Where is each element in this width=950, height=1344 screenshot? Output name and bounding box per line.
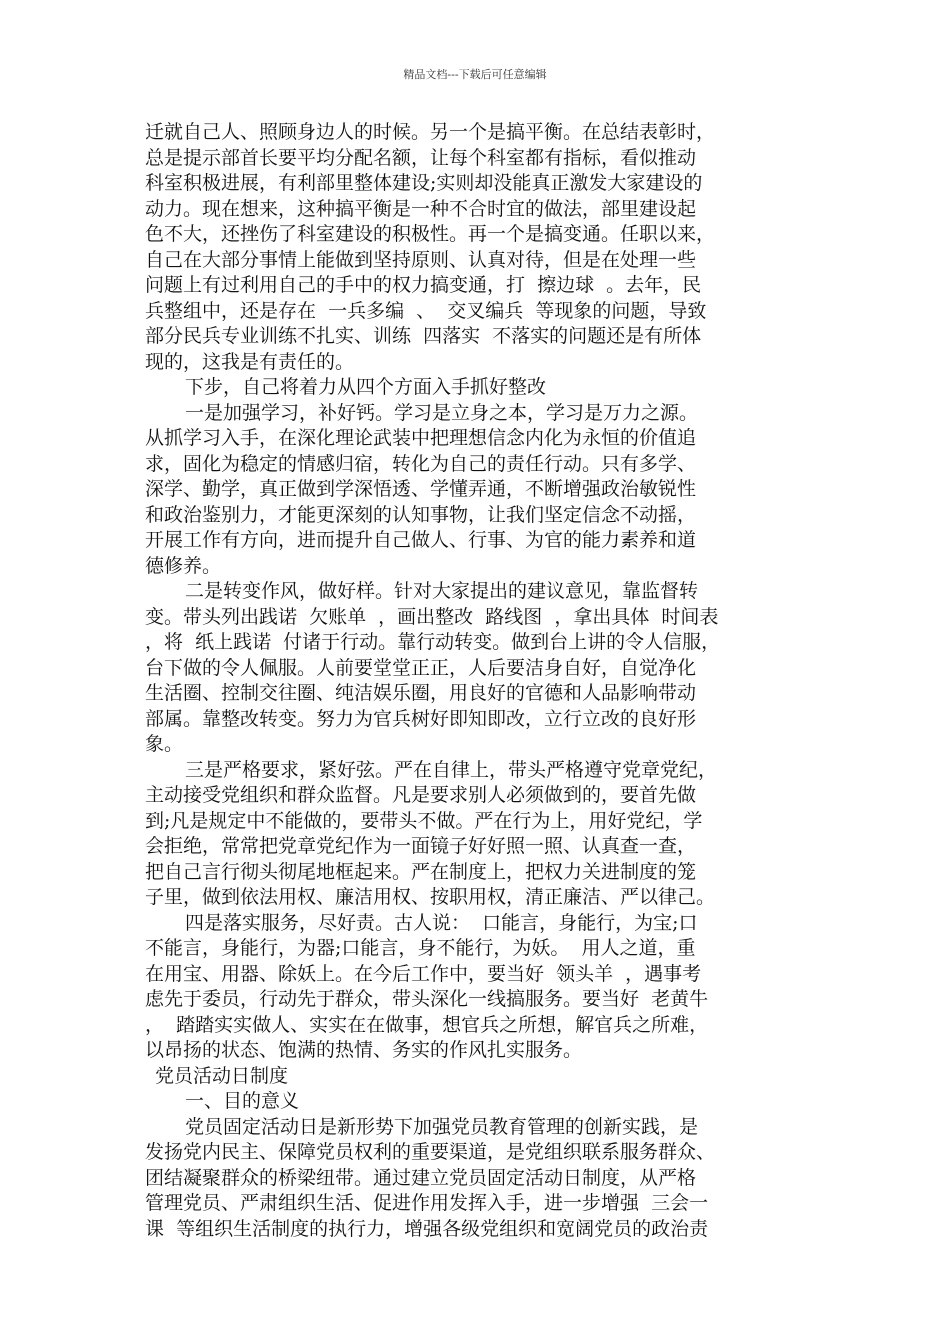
- text-line: ， 踏踏实实做人、实实在在做事，想官兵之所想，解官兵之所难，: [145, 1013, 709, 1036]
- text-line: 象。: [145, 733, 184, 755]
- text-line: 课 等组织生活制度的执行力，增强各级党组织和宽阔党员的政治责: [145, 1217, 709, 1240]
- text-line: 不能言，身能行，为器;口能言，身不能行，为妖。 用人之道，重: [145, 937, 696, 959]
- document-body: [145, 120, 805, 1242]
- text-line: 兵整组中，还是存在 一兵多编 、 交叉编兵 等现象的问题，导致: [145, 299, 707, 322]
- text-line: 二是转变作风，做好样。针对大家提出的建议意见，靠监督转: [185, 580, 699, 602]
- text-line: 主动接受党组织和群众监督。凡是要求别人必须做到的，要首先做: [145, 784, 697, 806]
- text-line: 问题上有过利用自己的手中的权力搞变通，打 擦边球 。去年，民: [145, 274, 702, 296]
- text-line: 党员固定活动日是新形势下加强党员教育管理的创新实践，是: [185, 1115, 699, 1138]
- text-line: 台下做的令人佩服。人前要堂堂正正，人后要洁身自好，自觉净化: [145, 656, 697, 679]
- text-line: 变。带头列出践诺 欠账单 ，画出整改 路线图 ，拿出具体 时间表: [145, 605, 719, 628]
- text-line: 四是落实服务，尽好责。古人说： 口能言，身能行，为宝;口: [185, 911, 698, 934]
- text-line: 总是提示部首长要平均分配名额，让每个科室都有指标，看似推动: [145, 146, 697, 169]
- text-line: 深学、勤学，真正做到学深悟透、学懂弄通，不断增强政治敏锐性: [145, 478, 697, 500]
- text-line: 从抓学习入手，在深化理论武装中把理想信念内化为永恒的价值追: [145, 427, 697, 449]
- text-line: 在用宝、用器、除妖上。在今后工作中，要当好 领头羊 ，遇事考: [145, 962, 702, 985]
- text-line: 现的，这我是有责任的。: [145, 350, 355, 373]
- text-line: 部分民兵专业训练不扎实、训练 四落实 不落实的问题还是有所体: [145, 325, 702, 347]
- text-line: 生活圈、控制交往圈、纯洁娱乐圈，用良好的官德和人品影响带动: [145, 682, 697, 704]
- text-line: 以昂扬的状态、饱满的热情、务实的作风扎实服务。: [145, 1039, 583, 1061]
- text-line: 虑先于委员，行动先于群众，带头深化一线搞服务。要当好 老黄牛: [145, 988, 709, 1010]
- text-line: 德修养。: [145, 554, 222, 577]
- text-line: 党员活动日制度: [155, 1064, 289, 1087]
- text-line: 自己在大部分事情上能做到坚持原则、认真对待，但是在处理一些: [145, 248, 697, 271]
- text-line: 发扬党内民主、保障党员权利的重要渠道，是党组织联系服务群众、: [145, 1141, 716, 1163]
- text-line: 开展工作有方向，进而提升自己做人、行事、为官的能力素养和道: [145, 529, 697, 551]
- text-line: 团结凝聚群众的桥梁纽带。通过建立党员固定活动日制度，从严格: [145, 1166, 697, 1189]
- text-line: 到;凡是规定中不能做的，要带头不做。严在行为上，用好党纪，学: [145, 809, 703, 832]
- text-line: 三是严格要求，紧好弦。严在自律上，带头严格遵守党章党纪，: [185, 758, 718, 781]
- text-line: ，将 纸上践诺 付诸于行动。靠行动转变。做到台上讲的令人信服，: [145, 631, 721, 653]
- text-line: 下步，自己将着力从四个方面入手抓好整改: [185, 376, 547, 398]
- text-line: 色不大，还挫伤了科室建设的积极性。再一个是搞变通。任职以来，: [145, 223, 716, 245]
- text-line: 和政治鉴别力，才能更深刻的认知事物，让我们坚定信念不动摇，: [145, 503, 697, 526]
- text-line: 动力。现在想来，这种搞平衡是一种不合时宜的做法，部里建设起: [145, 197, 697, 220]
- text-line: 迁就自己人、照顾身边人的时候。另一个是搞平衡。在总结表彰时，: [145, 121, 716, 143]
- text-line: 子里，做到依法用权、廉洁用权、按职用权，清正廉洁、严以律己。: [145, 886, 716, 908]
- text-line: 科室积极进展，有利部里整体建设;实则却没能真正激发大家建设的: [145, 172, 703, 194]
- text-line: 一、目的意义: [185, 1090, 300, 1112]
- text-line: 部属。靠整改转变。努力为官兵树好即知即改，立行立改的良好形: [145, 707, 697, 730]
- text-line: 把自己言行彻头彻尾地框起来。严在制度上，把权力关进制度的笼: [145, 860, 697, 883]
- page-header: 精品文档---下载后可任意编辑: [403, 68, 547, 81]
- text-line: 求，固化为稳定的情感归宿，转化为自己的责任行动。只有多学、: [145, 452, 697, 475]
- text-line: 一是加强学习，补好钙。学习是立身之本，学习是万力之源。: [185, 401, 699, 424]
- text-line: 管理党员、严肃组织生活、促进作用发挥入手，进一步增强 三会一: [145, 1192, 709, 1214]
- text-line: 会拒绝，常常把党章党纪作为一面镜子好好照一照、认真查一查，: [145, 835, 697, 857]
